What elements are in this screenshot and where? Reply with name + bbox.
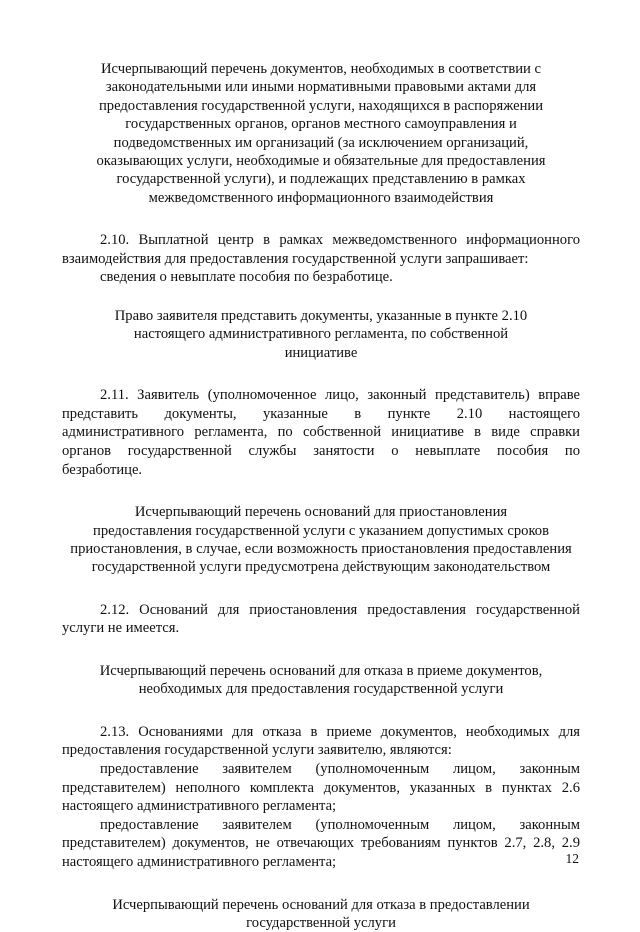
- heading-line: государственной услуги), и подлежащих представлению в рамках: [116, 171, 526, 188]
- heading-line: подведомственных им организаций (за исключением организаций,: [113, 134, 529, 151]
- paragraph-line: административного регламента, по собственной инициативе в виде справки: [62, 424, 580, 441]
- paragraph-line: услуги не имеется.: [62, 620, 180, 637]
- paragraph-line: настоящего административного регламента;: [62, 854, 337, 870]
- section-heading-refusal-to-accept: [62, 662, 580, 699]
- paragraph-2-11: [62, 386, 580, 479]
- paragraph-line: представить документы, указанные в пункте 2.10 настоящего: [62, 405, 580, 422]
- paragraph-line: предоставление заявителем (уполномоченным лицом, законным: [100, 816, 580, 833]
- paragraph-2-10: [62, 231, 580, 287]
- heading-line: необходимых для предоставления государственной услуги: [138, 681, 504, 698]
- paragraph-line: органов государственной службы занятости о невыплате пособия по: [62, 443, 580, 460]
- paragraph-line: предоставления государственной услуги заявителю, являются:: [62, 742, 452, 759]
- heading-line: предоставления государственной услуги, находящихся в распоряжении: [98, 97, 544, 114]
- paragraph-2-13: [62, 723, 580, 872]
- heading-line: Исчерпывающий перечень оснований для приостановления: [134, 504, 508, 521]
- page-number: 12: [565, 851, 579, 866]
- paragraph-line: безработице.: [62, 461, 143, 478]
- paragraph-line: взаимодействия для предоставления государственной услуги запрашивает:: [62, 250, 529, 267]
- section-heading-applicant-right: [62, 307, 580, 362]
- heading-line: государственной услуги предусмотрена действующим законодательством: [91, 559, 551, 576]
- paragraph-line: представителем) документов, не отвечающих требованиям пунктов 2.7, 2.8, 2.9: [62, 835, 580, 852]
- section-heading-suspension-grounds: [62, 503, 580, 577]
- heading-line: межведомственного информационного взаимодействия: [148, 189, 494, 206]
- heading-line: государственных органов, органов местного самоуправления и: [125, 116, 517, 133]
- document-page: [62, 60, 580, 932]
- paragraph-line: 2.11. Заявитель (уполномоченное лицо, законный представитель) вправе: [100, 387, 580, 404]
- paragraph-line: 2.12. Оснований для приостановления предоставления государственной: [100, 601, 580, 618]
- heading-line: Право заявителя представить документы, указанные в пункте 2.10: [114, 308, 528, 325]
- heading-line: Исчерпывающий перечень оснований для отказа в приеме документов,: [99, 663, 543, 680]
- heading-line: предоставления государственной услуги с указанием допустимых сроков: [93, 522, 549, 539]
- heading-line: настоящего административного регламента, по собственной: [133, 326, 509, 343]
- paragraph-line: представителем) неполного комплекта документов, указанных в пунктах 2.6: [62, 779, 580, 796]
- paragraph-line: 2.10. Выплатной центр в рамках межведомственного информационного: [100, 232, 580, 249]
- heading-line: приостановления, в случае, если возможность приостановления предоставления: [70, 541, 572, 558]
- section-heading-refusal-of-service: [62, 896, 580, 932]
- heading-line: инициативе: [284, 344, 358, 361]
- heading-line: Исчерпывающий перечень документов, необходимых в соответствии с: [101, 61, 541, 77]
- heading-line: оказывающих услуги, необходимые и обязательные для предоставления: [96, 153, 546, 170]
- heading-line: государственной услуги: [246, 915, 396, 931]
- heading-line: Исчерпывающий перечень оснований для отказа в предоставлении: [112, 896, 530, 913]
- paragraph-2-12: [62, 601, 580, 638]
- paragraph-line: сведения о невыплате пособия по безработице.: [100, 269, 393, 286]
- paragraph-line: настоящего административного регламента;: [62, 798, 337, 815]
- heading-line: законодательными или иными нормативными правовыми актами для: [105, 79, 537, 96]
- paragraph-line: 2.13. Основаниями для отказа в приеме документов, необходимых для: [100, 723, 580, 740]
- section-heading-documents-list: [62, 60, 580, 207]
- paragraph-line: предоставление заявителем (уполномоченным лицом, законным: [100, 761, 580, 778]
